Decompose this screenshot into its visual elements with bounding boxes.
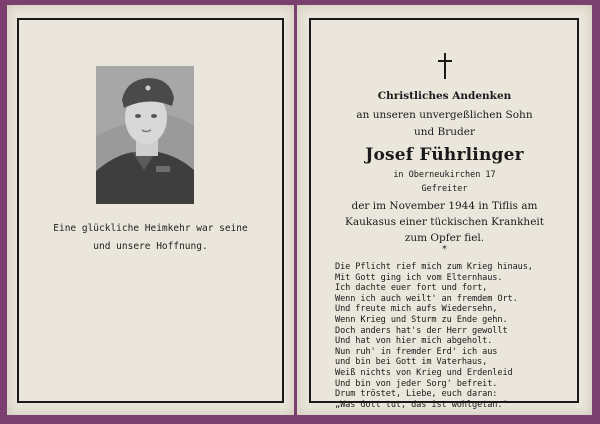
poem-line: Die Pflicht rief mich zum Krieg hinaus, xyxy=(335,262,533,272)
poem-line: Ich dachte euer fort und fort, xyxy=(335,283,488,294)
dedication-line-2: und Bruder xyxy=(413,126,476,138)
deceased-name: Josef Führlinger xyxy=(365,145,524,165)
death-line-1: der im November 1944 in Tiflis am xyxy=(351,200,538,212)
separator-star: * xyxy=(442,245,447,255)
poem-line: Und freute mich aufs Wiedersehn, xyxy=(335,304,498,315)
poem-line: Doch anders hat's der Herr gewollt xyxy=(335,325,508,336)
poem-line: Nun ruh' in fremder Erd' ich aus xyxy=(335,346,498,357)
right-card xyxy=(297,5,592,415)
poem-line: und bin bei Gott im Vaterhaus, xyxy=(335,357,488,368)
soldier-portrait-photo xyxy=(96,66,194,204)
death-line-2: Kaukasus einer tückischen Krankheit xyxy=(344,216,544,228)
poem-line: Und bin von jeder Sorg' befreit. xyxy=(335,378,498,389)
poem-line: Wenn ich auch weilt' an fremdem Ort. xyxy=(335,293,518,304)
caption-line-2: und unsere Hoffnung. xyxy=(93,241,208,252)
cross-container xyxy=(297,52,592,82)
caption-line-1: Eine glückliche Heimkehr war seine xyxy=(53,223,248,234)
poem-line: Drum tröstet, Liebe, euch daran: xyxy=(335,389,498,400)
memorial-heading: Christliches Andenken xyxy=(377,90,512,102)
memorial-poem xyxy=(335,262,585,410)
dedication-line-1: an unseren unvergeßlichen Sohn xyxy=(356,109,533,121)
poem-line: Und hat von hier mich abgeholt. xyxy=(335,336,493,347)
poem-line: „Was Gott tut, das ist wohlgetan." xyxy=(335,399,508,410)
hope-caption xyxy=(27,220,274,256)
cross-icon xyxy=(436,52,454,80)
deceased-rank: Gefreiter xyxy=(421,184,468,194)
poem-line: Weiß nichts von Krieg und Erdenleid xyxy=(335,367,513,378)
death-line-3: zum Opfer fiel. xyxy=(404,232,485,244)
poem-line: Wenn Krieg und Sturm zu Ende gehn. xyxy=(335,314,508,325)
poem-line: Mit Gott ging ich vom Elternhaus. xyxy=(335,272,503,283)
soldier-portrait-image xyxy=(96,66,194,204)
left-card xyxy=(7,5,294,415)
deceased-address: in Oberneukirchen 17 xyxy=(393,170,496,180)
